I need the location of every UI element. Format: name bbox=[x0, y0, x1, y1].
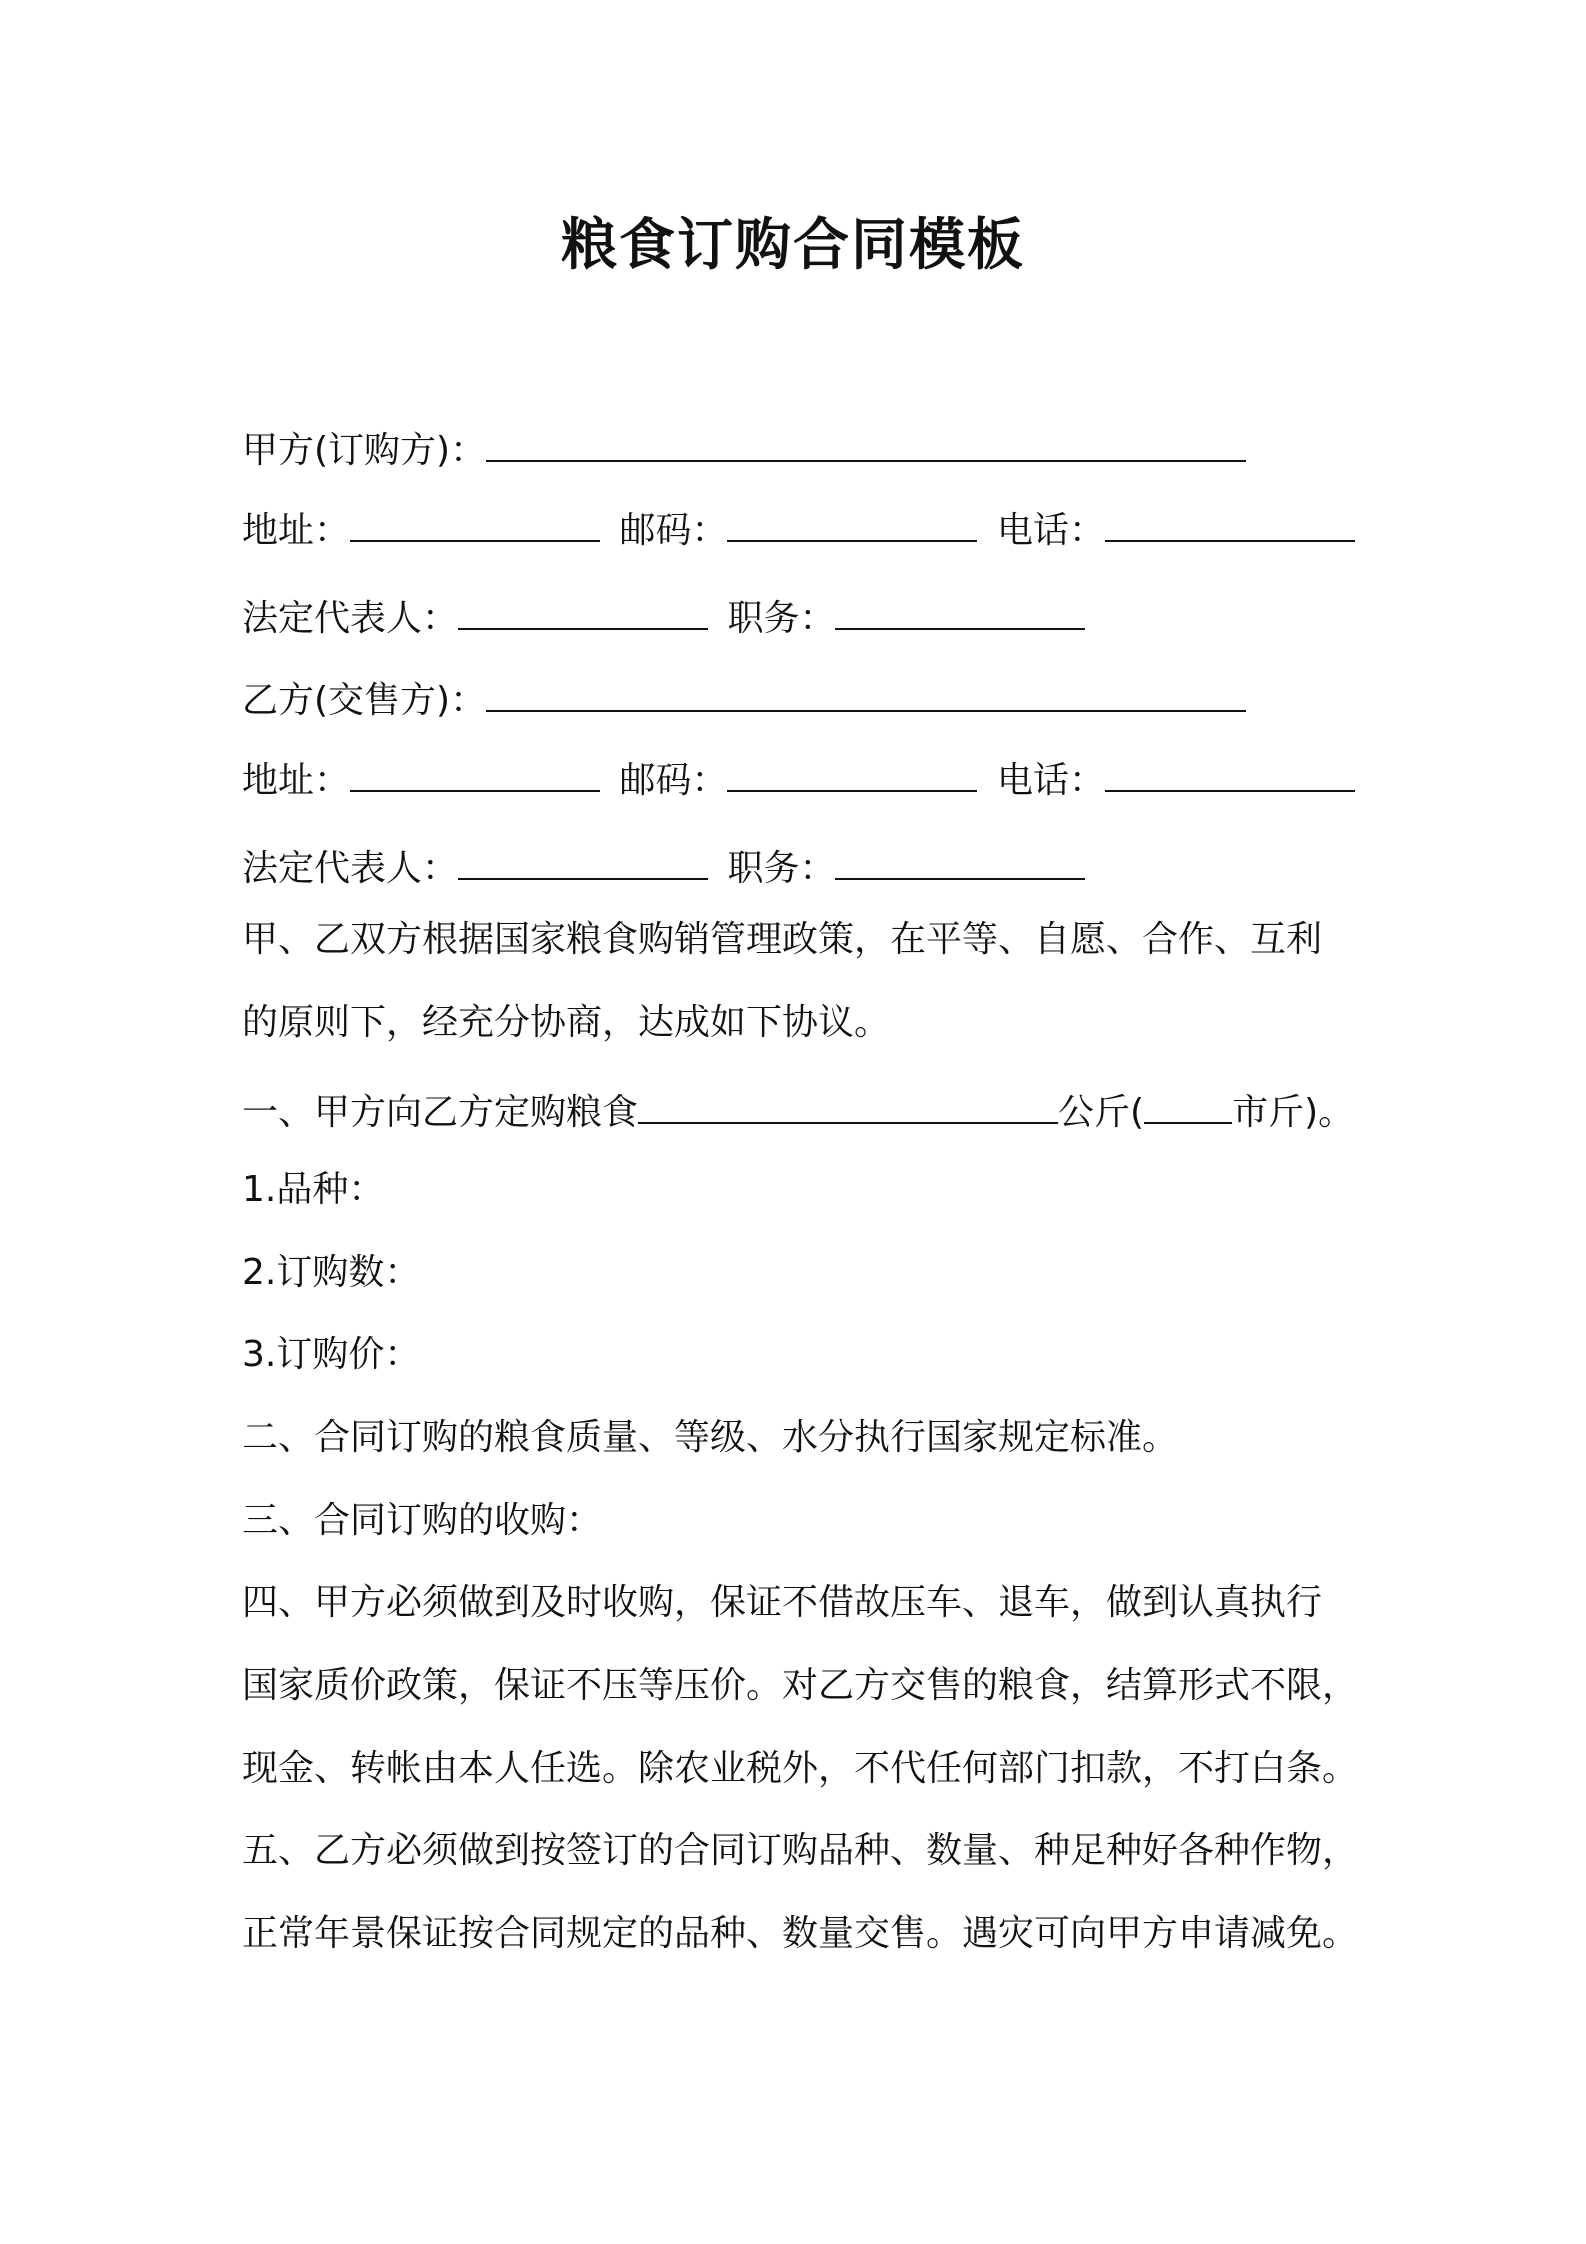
grain-quantity-field[interactable] bbox=[638, 1082, 1058, 1124]
clause-1-unit-kg: 公斤( bbox=[1058, 1092, 1145, 1133]
item-price: 3.订购价： bbox=[242, 1334, 421, 1375]
clause-4-line: 四、甲方必须做到及时收购，保证不借故压车、退车，做到认真执行 bbox=[242, 1582, 1323, 1623]
clause-4-line: 国家质价政策，保证不压等压价。对乙方交售的粮食，结算形式不限， bbox=[242, 1665, 1359, 1706]
party-a-label: 甲方(订购方)： bbox=[242, 430, 487, 471]
clause-2: 二、合同订购的粮食质量、等级、水分执行国家规定标准。 bbox=[242, 1417, 1179, 1458]
party-a-postcode-label: 邮码： bbox=[619, 510, 728, 551]
party-a-phone-label: 电话： bbox=[996, 510, 1105, 551]
party-b-line bbox=[242, 670, 1254, 726]
party-a-contact-line bbox=[242, 500, 1363, 556]
party-b-postcode-label: 邮码： bbox=[619, 760, 728, 801]
clause-5-line: 正常年景保证按合同规定的品种、数量交售。遇灾可向甲方申请减免。 bbox=[242, 1913, 1359, 1954]
party-a-line bbox=[242, 420, 1254, 476]
party-a-phone-field[interactable] bbox=[1105, 500, 1355, 542]
party-b-address-field[interactable] bbox=[350, 750, 600, 792]
party-b-name-field[interactable] bbox=[486, 670, 1246, 712]
party-a-position-label: 职务： bbox=[727, 598, 836, 639]
party-b-phone-field[interactable] bbox=[1105, 750, 1355, 792]
party-a-rep-line bbox=[242, 588, 1093, 644]
page-title: 粮食订购合同模板 bbox=[561, 213, 1025, 278]
clause-1-line bbox=[242, 1082, 1354, 1138]
party-b-rep-label: 法定代表人： bbox=[242, 848, 459, 889]
party-b-label: 乙方(交售方)： bbox=[242, 680, 487, 721]
party-b-phone-label: 电话： bbox=[996, 760, 1105, 801]
grain-jin-field[interactable] bbox=[1144, 1082, 1232, 1124]
item-quantity: 2.订购数： bbox=[242, 1252, 421, 1293]
clause-4-line: 现金、转帐由本人任选。除农业税外，不代任何部门扣款，不打白条。 bbox=[242, 1748, 1359, 1789]
party-a-name-field[interactable] bbox=[486, 420, 1246, 462]
party-a-rep-label: 法定代表人： bbox=[242, 598, 459, 639]
party-a-address-label: 地址： bbox=[242, 510, 351, 551]
clause-3: 三、合同订购的收购： bbox=[242, 1500, 603, 1541]
party-a-postcode-field[interactable] bbox=[727, 500, 977, 542]
party-b-position-field[interactable] bbox=[835, 838, 1085, 880]
party-b-address-label: 地址： bbox=[242, 760, 351, 801]
clause-1-unit-jin: 市斤)。 bbox=[1232, 1092, 1355, 1133]
party-b-rep-field[interactable] bbox=[458, 838, 708, 880]
party-a-position-field[interactable] bbox=[835, 588, 1085, 630]
party-b-position-label: 职务： bbox=[727, 848, 836, 889]
party-b-contact-line bbox=[242, 750, 1363, 806]
party-b-postcode-field[interactable] bbox=[727, 750, 977, 792]
party-b-rep-line bbox=[242, 838, 1093, 894]
preamble-line: 的原则下，经充分协商，达成如下协议。 bbox=[242, 1002, 891, 1043]
party-a-rep-field[interactable] bbox=[458, 588, 708, 630]
clause-1-prefix: 一、甲方向乙方定购粮食 bbox=[242, 1092, 639, 1133]
preamble-line: 甲、乙双方根据国家粮食购销管理政策，在平等、自愿、合作、互利 bbox=[242, 919, 1323, 960]
clause-5-line: 五、乙方必须做到按签订的合同订购品种、数量、种足种好各种作物， bbox=[242, 1830, 1359, 1871]
item-variety: 1.品种： bbox=[242, 1169, 385, 1210]
party-a-address-field[interactable] bbox=[350, 500, 600, 542]
